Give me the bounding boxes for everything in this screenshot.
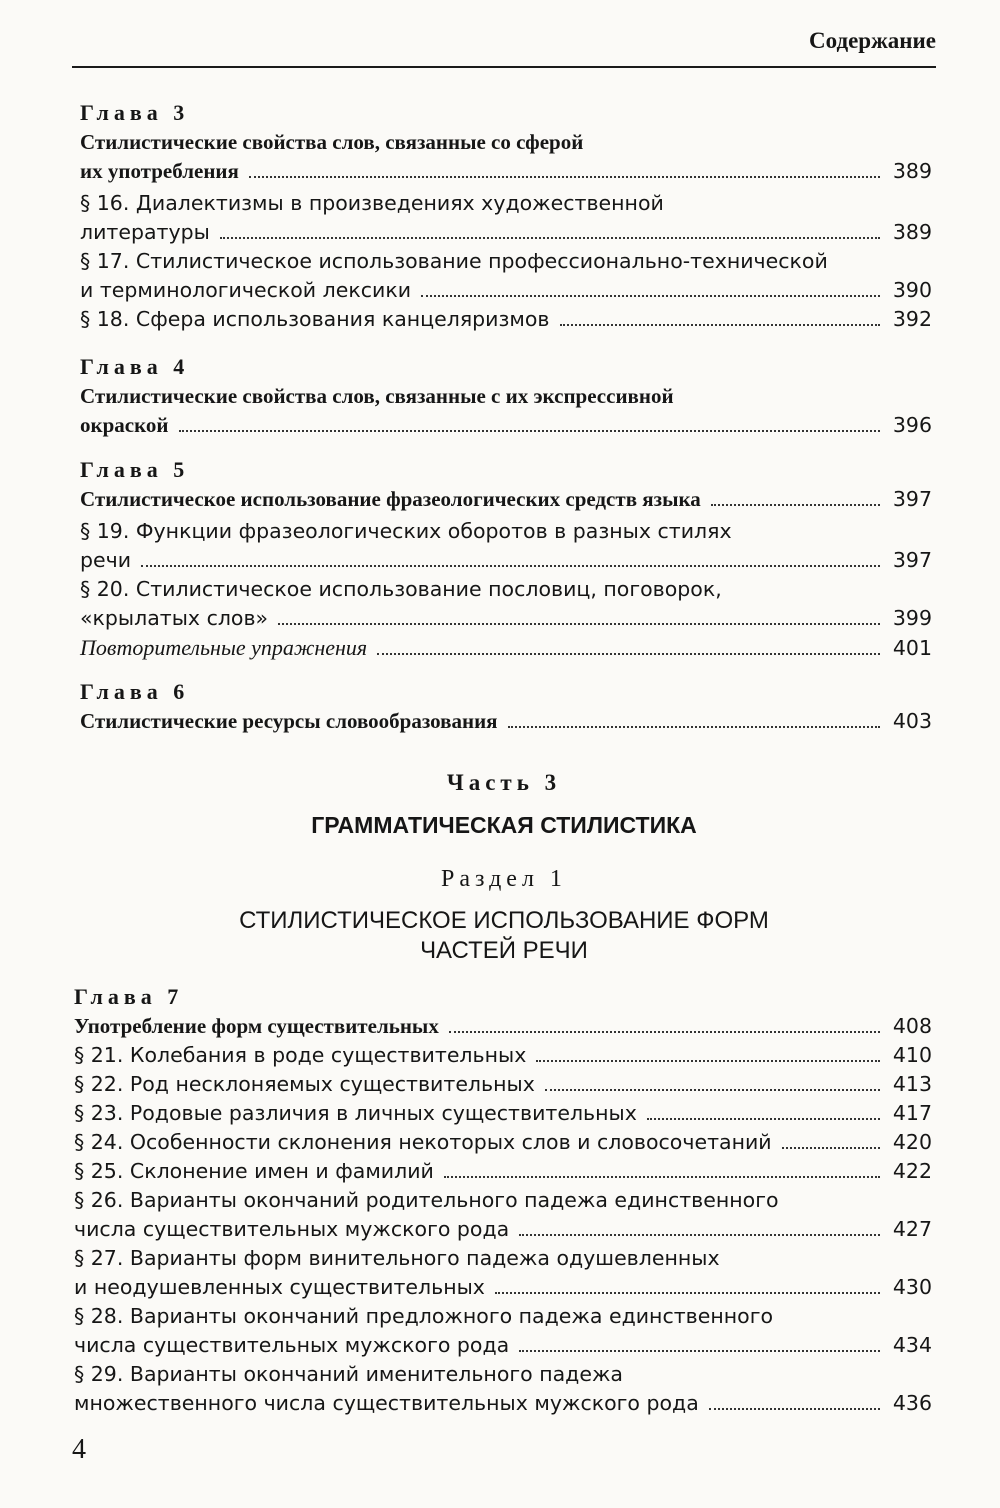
leader-dots <box>141 565 880 567</box>
leader-dots <box>179 430 880 432</box>
toc-entry-line1: § 16. Диалектизмы в произведениях художественной <box>80 191 664 215</box>
chapter-4-label: Глава 4 <box>80 354 190 379</box>
toc-entry-page: 436 <box>892 1391 932 1415</box>
toc-entry-page: 392 <box>892 307 932 331</box>
chapter-7-title: Употребление форм существительных <box>74 1014 439 1038</box>
toc-entry-16[interactable] <box>80 189 932 247</box>
chapter-7-block <box>74 982 932 1418</box>
toc-entry-page: 390 <box>892 278 932 302</box>
leader-dots <box>709 1408 880 1410</box>
chapter-6-title: Стилистические ресурсы словообразования <box>80 709 498 733</box>
chapter-3-title-line2: их употребления <box>80 159 239 183</box>
toc-entry-line1: § 28. Варианты окончаний предложного падежа единственного <box>74 1304 774 1328</box>
toc-entry-line2: и неодушевленных существительных <box>74 1275 485 1299</box>
leader-dots <box>508 726 880 728</box>
toc-entry-line1: § 17. Стилистическое использование профессионально-технической <box>80 249 828 273</box>
leader-dots <box>711 504 880 506</box>
toc-entry-line2: § 21. Колебания в роде существительных <box>74 1043 527 1067</box>
chapter-4-page: 396 <box>892 413 932 437</box>
toc-entry-23[interactable] <box>74 1099 932 1128</box>
leader-dots <box>647 1118 880 1120</box>
chapter-5-title: Стилистическое использование фразеологических средств языка <box>80 487 701 511</box>
toc-entry-17[interactable] <box>80 247 932 305</box>
chapter-4-block <box>80 352 932 440</box>
toc-entry-18[interactable] <box>80 305 932 334</box>
leader-dots <box>519 1234 880 1236</box>
toc-entry-20[interactable] <box>80 575 932 633</box>
chapter-6-label: Глава 6 <box>80 679 190 704</box>
leader-dots <box>249 176 880 178</box>
chapter-3-title-entry[interactable] <box>80 157 932 186</box>
toc-entry-line2: и терминологической лексики <box>80 278 412 302</box>
chapter-6-title-entry[interactable] <box>80 707 932 736</box>
running-header: Содержание <box>809 28 936 53</box>
toc-entry-29[interactable] <box>74 1360 932 1418</box>
chapter-4-title-entry[interactable] <box>80 411 932 440</box>
chapter-5-label: Глава 5 <box>80 457 190 482</box>
chapter-7-label: Глава 7 <box>74 984 184 1009</box>
toc-entry-line1: § 19. Функции фразеологических оборотов в разных стилях <box>80 519 732 543</box>
toc-entry-line1: § 27. Варианты форм винительного падежа одушевленных <box>74 1246 720 1270</box>
toc-entry-line1: § 29. Варианты окончаний именительного падежа <box>74 1362 623 1386</box>
toc-entry-line1: § 26. Варианты окончаний родительного падежа единственного <box>74 1188 779 1212</box>
chapter-5-title-entry[interactable] <box>80 485 932 514</box>
toc-entry-21[interactable] <box>74 1041 932 1070</box>
chapter-3-label: Глава 3 <box>80 100 190 125</box>
leader-dots <box>545 1089 880 1091</box>
toc-entry-line2: литературы <box>80 220 210 244</box>
leader-dots <box>278 623 880 625</box>
chapter-7-title-entry[interactable] <box>74 1012 932 1041</box>
toc-entry-line2: числа существительных мужского рода <box>74 1333 510 1357</box>
toc-entry-24[interactable] <box>74 1128 932 1157</box>
header-rule <box>72 66 936 68</box>
leader-dots <box>377 653 880 655</box>
toc-entry-page: 397 <box>892 548 932 572</box>
chapter-6-page: 403 <box>892 709 932 733</box>
toc-entry-line2: множественного числа существительных мужского рода <box>74 1391 699 1415</box>
leader-dots <box>421 295 880 297</box>
toc-entry-26[interactable] <box>74 1186 932 1244</box>
toc-entry-page: 399 <box>892 606 932 630</box>
part-label: Часть 3 <box>446 770 562 795</box>
toc-entry-page: 420 <box>892 1130 932 1154</box>
toc-entry-line2: «крылатых слов» <box>80 606 269 630</box>
part-title: ГРАММАТИЧЕСКАЯ СТИЛИСТИКА <box>311 812 697 838</box>
toc-entry-page: 410 <box>892 1043 932 1067</box>
toc-entry-page: 422 <box>892 1159 932 1183</box>
leader-dots <box>449 1031 880 1033</box>
toc-entry-line2: § 22. Род несклоняемых существительных <box>74 1072 535 1096</box>
toc-entry-line2: числа существительных мужского рода <box>74 1217 510 1241</box>
toc-entry-19[interactable] <box>80 517 932 575</box>
chapter-5-page: 397 <box>892 487 932 511</box>
toc-entry-page: 430 <box>892 1275 932 1299</box>
toc-entry-page: 434 <box>892 1333 932 1357</box>
toc-entry-line2: речи <box>80 548 132 572</box>
chapter-6-block <box>80 677 932 736</box>
toc-entry-page: 413 <box>892 1072 932 1096</box>
page-number: 4 <box>72 1434 86 1465</box>
toc-entry-25[interactable] <box>74 1157 932 1186</box>
chapter-7-page: 408 <box>892 1014 932 1038</box>
toc-entry-line1: § 20. Стилистическое использование пословиц, поговорок, <box>80 577 722 601</box>
toc-entry-page: 417 <box>892 1101 932 1125</box>
toc-entry-line2: § 18. Сфера использования канцеляризмов <box>80 307 550 331</box>
chapter-3-block <box>80 98 932 334</box>
leader-dots <box>495 1292 880 1294</box>
toc-entry-line2: Повторительные упражнения <box>80 635 368 660</box>
leader-dots <box>444 1176 880 1178</box>
section-label: Раздел 1 <box>441 866 567 892</box>
leader-dots <box>519 1350 880 1352</box>
chapter-4-title-line1: Стилистические свойства слов, связанные с их экспрессивной <box>80 384 674 408</box>
toc-entry-27[interactable] <box>74 1244 932 1302</box>
toc-entry-review-exercises[interactable] <box>80 633 932 662</box>
chapter-4-title-line2: окраской <box>80 413 169 437</box>
section-title-line1: СТИЛИСТИЧЕСКОЕ ИСПОЛЬЗОВАНИЕ ФОРМ <box>239 907 769 934</box>
toc-entry-page: 427 <box>892 1217 932 1241</box>
toc-entry-22[interactable] <box>74 1070 932 1099</box>
toc-entry-line2: § 25. Склонение имен и фамилий <box>74 1159 434 1183</box>
leader-dots <box>560 324 881 326</box>
leader-dots <box>536 1060 880 1062</box>
toc-entry-line2: § 24. Особенности склонения некоторых слов и словосочетаний <box>74 1130 772 1154</box>
section-title-line2: ЧАСТЕЙ РЕЧИ <box>420 937 588 964</box>
toc-entry-page: 401 <box>892 636 932 660</box>
toc-entry-line2: § 23. Родовые различия в личных существительных <box>74 1101 637 1125</box>
chapter-3-page: 389 <box>892 159 932 183</box>
chapter-3-title-line1: Стилистические свойства слов, связанные со сферой <box>80 130 584 154</box>
toc-entry-page: 389 <box>892 220 932 244</box>
chapter-5-block <box>80 455 932 662</box>
toc-entry-28[interactable] <box>74 1302 932 1360</box>
leader-dots <box>782 1147 880 1149</box>
leader-dots <box>220 237 880 239</box>
